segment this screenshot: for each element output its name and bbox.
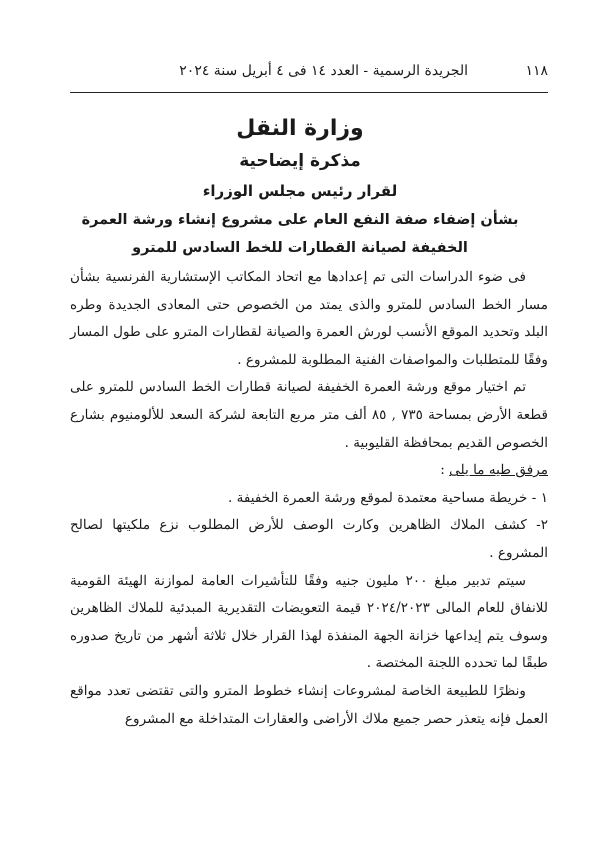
header-divider xyxy=(70,92,548,93)
page-header xyxy=(70,60,548,82)
ministry-title: وزارة النقل xyxy=(236,116,364,141)
attachments-heading xyxy=(70,457,548,485)
page-number: ١١٨ xyxy=(525,63,548,79)
subject-line-2: الخفيفة لصيانة القطارات للخط السادس للمترو xyxy=(132,240,468,256)
gazette-issue-line: الجريدة الرسمية - العدد ١٤ فى ٤ أبريل سنة ٢٠٢٤ xyxy=(179,63,468,79)
title-block xyxy=(40,112,560,262)
document-body xyxy=(70,264,548,733)
paragraph-nature-of-works: ونظرًا للطبيعة الخاصة لمشروعات إنشاء خطوط المترو والتى تقتضى تعدد مواقع العمل فإنه يتعذر حصر جميع ملاك الأراضى والعقارات المتداخلة مع المشروع xyxy=(70,682,548,727)
attachments-heading-text: مرفق طيه ما يلى xyxy=(449,462,548,479)
attachment-item-1: ١ - خريطة مساحية معتمدة لموقع ورشة العمرة الخفيفة . xyxy=(227,489,548,506)
attachments-heading-colon: : xyxy=(440,462,450,479)
attachment-item-2: ٢- كشف الملاك الظاهرين وكارت الوصف للأرض المطلوب نزع ملكيتها لصالح المشروع . xyxy=(70,517,548,561)
decree-title: لقرار رئيس مجلس الوزراء xyxy=(202,182,398,200)
paragraph-funding: سيتم تدبير مبلغ ٢٠٠ مليون جنيه وفقًا للتأشيرات العامة لموازنة الهيئة القومية للانفاق للعام المالى ٢٠٢٤/٢٠٢٣ قيمة التعويضات التقديرية المبدئية للملاك الظاهرين وسوف يتم إيداعها خزانة الجهة المنفذة لهذا القرار خلال ثلاثة أشهر من تاريخ صدوره طبقًا لما تحدده اللجنة المختصة . xyxy=(70,572,548,672)
memo-title: مذكرة إيضاحية xyxy=(239,151,361,171)
paragraph-site-selection: تم اختيار موقع ورشة العمرة الخفيفة لصيانة قطارات الخط السادس للمترو على قطعة الأرض بمساحة ٧٣٥ , ٨٥ ألف متر مربع التابعة لشركة السعد للألومنيوم بشارع الخصوص القديم بمحافظة القليوبية . xyxy=(70,379,549,451)
subject-line-1: بشأن إضفاء صفة النفع العام على مشروع إنشاء ورشة العمرة xyxy=(81,212,519,228)
paragraph-studies: فى ضوء الدراسات التى تم إعدادها مع اتحاد المكاتب الإستشارية الفرنسية بشأن مسار الخط السادس للمترو والذى يمتد من الخصوص حتى المعادى الجديدة وطره البلد وتحديد الموقع الأنسب لورش العمرة والصيانة لقطارات المترو على طول المسار وفقًا للمتطلبات والمواصفات الفنية المطلوبة للمشروع . xyxy=(70,269,548,368)
